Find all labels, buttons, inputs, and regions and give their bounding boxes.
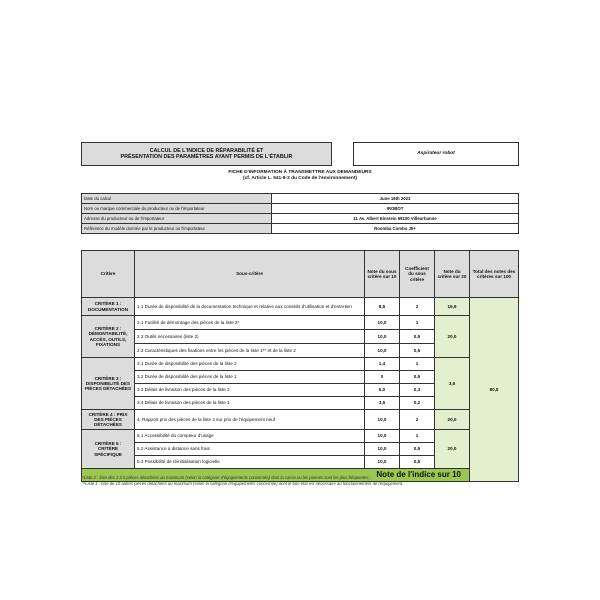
col-critere: Critère — [82, 251, 135, 298]
sub-criterion-label: 4. Rapport prix des pièces de la liste 2 sur prix de l'équipement neuf — [135, 410, 365, 430]
header-spacer — [332, 143, 354, 166]
sub-criterion-note: 10,0 — [365, 316, 400, 330]
sub-criterion-note: 3,5 — [365, 397, 400, 410]
sub-criterion-note: 10,0 — [365, 443, 400, 456]
sub-criterion-coef: 1 — [400, 358, 435, 371]
info-label: Adresse du producteur ou de l'importateur — [82, 214, 272, 224]
criterion-3-name: CRITÈRE 3 : DISPONIBILITÉ DES PIÈCES DÉTACHÉES — [82, 358, 135, 410]
table-row — [82, 316, 519, 330]
score-table — [81, 250, 519, 482]
sub-criterion-note: 5,0 — [365, 384, 400, 397]
footnotes — [82, 475, 522, 487]
footnote-1: *Liste 2 : liste des 3 à 5 pièces détachées au maximum (selon la catégorie d'équipements concernée) dont la casse ou les pannes sont les plus fréquentes ; — [82, 475, 371, 480]
header-title — [82, 143, 332, 166]
header-title-line1: CALCUL DE L'INDICE DE RÉPARABILITÉ ET — [149, 147, 264, 154]
criterion-5-score: 20,0 — [435, 430, 470, 469]
sub-criterion-note: 8,5 — [365, 298, 400, 316]
criterion-1-name: CRITÈRE 1 : DOCUMENTATION — [82, 298, 135, 316]
sub-criterion-note: 10,0 — [365, 410, 400, 430]
info-table — [81, 193, 519, 234]
sub-criterion-label: 3.3 Délais de livraison des pièces de la liste 2 — [135, 384, 365, 397]
table-row — [82, 430, 519, 443]
sub-criterion-coef: 0,3 — [400, 384, 435, 397]
sub-criterion-label: 3.4 Délais de livraison des pièces de la liste 1 — [135, 397, 365, 410]
sub-criterion-label: 3.1 Durée de disponibilité des pièces de la liste 2 — [135, 358, 365, 371]
score-table-header — [82, 251, 519, 298]
info-row — [82, 204, 519, 214]
info-row — [82, 194, 519, 204]
sub-criterion-label: 5.2 Assistance à distance sans frais — [135, 443, 365, 456]
criterion-4-score: 20,0 — [435, 410, 470, 430]
sub-criterion-label: 2.1 Facilité de démontage des pièces de la liste 2* — [135, 316, 365, 330]
sub-criterion-label: 5.3 Possibilité de réinitialisation logicielle — [135, 456, 365, 469]
sub-criterion-note: 10,0 — [365, 330, 400, 344]
sub-criterion-coef: 0,5 — [400, 443, 435, 456]
sub-criterion-note: 10,0 — [365, 456, 400, 469]
sub-criterion-coef: 1 — [400, 316, 435, 330]
criterion-3-score: 3,6 — [435, 358, 470, 410]
criterion-4-name: CRITÈRE 4 : PRIX DES PIÈCES DÉTACHÉES — [82, 410, 135, 430]
info-row — [82, 214, 519, 224]
sub-criterion-label: 5.1 Accessibilité du compteur d'usage — [135, 430, 365, 443]
col-coef: Coefficient du sous critère — [400, 251, 435, 298]
info-label: Référence du modèle donnée par le producteur ou l'importateur — [82, 224, 272, 234]
criterion-1-score: 16,9 — [435, 298, 470, 316]
sub-criterion-label: 1.1 Durée de disponibilité de la documentation technique et relative aux conseils d'utilisation et d'entretien — [135, 298, 365, 316]
product-type: Aspirateur robot — [354, 143, 519, 166]
fiche-line1: FICHE D'INFORMATION À TRANSMETTRE AUX DEMANDEURS — [228, 170, 372, 175]
table-row — [82, 298, 519, 316]
info-label: Nom ou marque commerciale du producteur ou de l'importateur — [82, 204, 272, 214]
sub-criterion-coef: 1 — [400, 430, 435, 443]
criterion-2-score: 20,0 — [435, 316, 470, 358]
final-label: Note de l'indice sur 10 — [82, 469, 470, 482]
info-row — [82, 224, 519, 234]
sub-criterion-coef: 2 — [400, 298, 435, 316]
sub-criterion-label: 2.3 Caractéristiques des fixations entre les pièces de la liste 1** et de la liste 2 — [135, 344, 365, 358]
sub-criterion-label: 3.2 Durée de disponibilité des pièces de la liste 1 — [135, 371, 365, 384]
col-sous-critere: Sous-critère — [135, 251, 365, 298]
info-value: IROBOT — [272, 204, 519, 214]
header-table — [81, 142, 519, 166]
footnote-2: **Liste 1 : liste de 10 autres pièces détachées au maximum (selon la catégorie d'équipements concernée) dont le bon état est nécessaire au fonctionnement de l'équipement. — [82, 481, 404, 486]
total-100: 80,5 — [470, 298, 519, 482]
criterion-2-name: CRITÈRE 2 : DÉMONTABILITÉ, ACCÈS, OUTILS, FIXATIONS — [82, 316, 135, 358]
fiche-heading — [210, 170, 390, 182]
sub-criterion-coef: 0,5 — [400, 330, 435, 344]
header-title-line2: PRÉSENTATION DES PARAMÈTRES AYANT PERMIS DE L'ÉTABLIR — [120, 154, 293, 160]
sub-criterion-coef: 0,5 — [400, 371, 435, 384]
sub-criterion-note: 1,4 — [365, 358, 400, 371]
sub-criterion-label: 2.2 Outils nécessaires (liste 2) — [135, 330, 365, 344]
table-row — [82, 358, 519, 371]
sub-criterion-note: 10,0 — [365, 430, 400, 443]
sub-criterion-coef: 0,2 — [400, 397, 435, 410]
col-note20: Note du critère sur 20 — [435, 251, 470, 298]
sub-criterion-note: 0 — [365, 371, 400, 384]
sub-criterion-coef: 0,5 — [400, 456, 435, 469]
sub-criterion-coef: 2 — [400, 410, 435, 430]
info-value: June 16th 2023 — [272, 194, 519, 204]
col-total: Total des notes des critères sur 100 — [470, 251, 519, 298]
table-row — [82, 410, 519, 430]
col-note: Note du sous critère sur 10 — [365, 251, 400, 298]
info-value: 11 Av. Albert Einstein 69100 Villeurbanne — [272, 214, 519, 224]
sub-criterion-note: 10,0 — [365, 344, 400, 358]
fiche-line2: (cf. Article L. 541-9-2 du Code de l'environnement) — [243, 176, 357, 181]
sub-criterion-coef: 0,5 — [400, 344, 435, 358]
info-label: Date du calcul — [82, 194, 272, 204]
criterion-5-name: CRITÈRE 5 : CRITÈRE SPÉCIFIQUE — [82, 430, 135, 469]
info-value: Roomba Combo J5+ — [272, 224, 519, 234]
